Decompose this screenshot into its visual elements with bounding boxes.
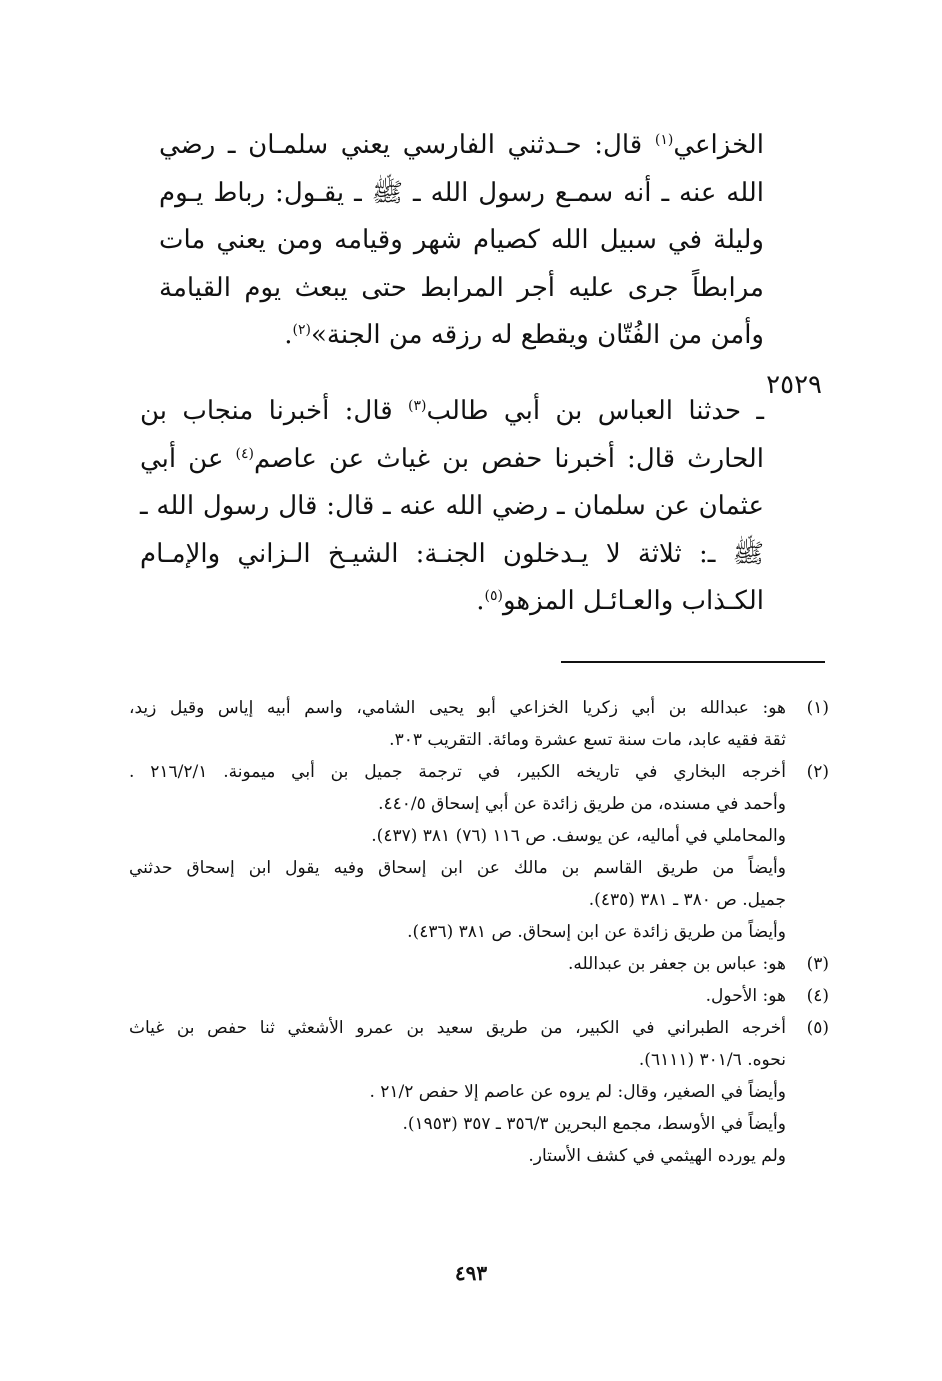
text-segment: . — [284, 320, 293, 350]
footnote-number: (٣) — [806, 954, 829, 974]
hadith-2529 — [140, 362, 822, 652]
footnote-3 — [129, 948, 829, 980]
footnote-number: (٤) — [806, 986, 829, 1006]
footnote-line: وأيضاً في الأوسط، مجمع البحرين ٣٥٦/٣ ـ ٣٥٧ (١٩٥٣). — [402, 1114, 786, 1134]
text-segment: الخزاعي — [673, 130, 764, 160]
footnote-number: (٢) — [806, 762, 829, 782]
footnote-1 — [129, 692, 829, 756]
footnote-separator — [561, 661, 825, 663]
footnote-line: وأحمد في مسنده، من طريق زائدة عن أبي إسحاق ٤٤٠/٥. — [378, 794, 786, 814]
footnote-line: جميل. ص ٣٨٠ ـ ٣٨١ (٤٣٥). — [588, 890, 786, 910]
hadith-2528-continuation — [159, 122, 764, 360]
footnotes — [129, 692, 829, 1172]
footnote-line: ولم يورده الهيثمي في كشف الأستار. — [528, 1146, 786, 1166]
footnote-line: والمحاملي في أماليه، عن يوسف. ص ١١٦ (٧٦) ٣٨١ (٤٣٧). — [371, 826, 786, 846]
footnote-line: هو: الأحول. — [705, 986, 786, 1006]
footnote-ref-5: (٥) — [484, 588, 503, 604]
footnote-number: (١) — [806, 698, 829, 718]
text-segment: قال: أخبرنا منجاب بن الحارث قال: أخبرنا حفص بن غياث عن عاصم — [140, 396, 764, 474]
text-segment: عن أبي عثمان عن سلمان ـ رضي الله عنه ـ قال: قال رسول الله ـ ﷺ ـ: ثلاثة لا يـدخلون الجنـة: الشيـخ الـزاني والإمـام الكـذاب والعـائـل المزهو — [140, 443, 764, 616]
page-number: ٤٩٣ — [454, 1261, 488, 1285]
hadith-number: ٢٥٢٩ — [766, 370, 822, 400]
main-text — [159, 122, 764, 360]
footnote-5 — [129, 1012, 829, 1172]
footnote-ref-3: (٣) — [408, 398, 427, 414]
footnote-line: أخرجه الطبراني في الكبير، من طريق سعيد بن عمرو الأشعثي ثنا حفص بن غياث — [129, 1018, 786, 1038]
footnote-2 — [129, 756, 829, 948]
footnote-line: وأيضاً في الصغير، وقال: لم يروه عن عاصم إلا حفص ٢١/٢ . — [369, 1082, 786, 1102]
hadith-body — [140, 388, 764, 626]
text-segment: قال: حـدثني الفارسي يعني سلمـان ـ رضي الله عنه ـ أنه سمـع رسول الله ـ ﷺ ـ يقـول: رباط يـوم وليلة في سبيل الله كصيام شهر وقيامه ومن يعني مات مرابطاً جرى عليه أجر المرابط حتى يبعث يوم القيامة وأمن من الفُتّان ويقطع له رزقه من الجنة» — [159, 130, 764, 350]
text-segment: ـ حدثنا العباس بن أبي طالب — [426, 396, 765, 426]
footnote-line: أخرجه البخاري في تاريخه الكبير، في ترجمة جميل بن أبي ميمونة. ٢١٦/٢/١ . — [129, 762, 786, 782]
footnote-line: وأيضاً من طريق القاسم بن مالك عن ابن إسحاق وفيه يقول ابن إسحاق حدثني — [129, 858, 786, 878]
footnote-ref-1: (١) — [654, 132, 674, 148]
footnote-ref-4: (٤) — [235, 445, 255, 462]
footnote-4 — [129, 980, 829, 1012]
footnote-line: هو: عبدالله بن أبي زكريا الخزاعي أبو يحيى الشامي، واسم أبيه إياس وقيل زيد، — [129, 698, 786, 718]
footnote-number: (٥) — [806, 1018, 829, 1038]
footnote-line: هو: عباس بن جعفر بن عبدالله. — [568, 954, 786, 974]
text-segment: . — [476, 586, 485, 616]
footnote-ref-2: (٢) — [292, 322, 311, 338]
footnote-line: وأيضاً من طريق زائدة عن ابن إسحاق. ص ٣٨١ (٤٣٦). — [407, 922, 786, 942]
footnote-line: نحوه. ٣٠١/٦ (٦١١١). — [638, 1050, 786, 1070]
footnote-line: ثقة فقيه عابد، مات سنة تسع عشرة ومائة. التقريب ٣٠٣. — [389, 730, 786, 750]
